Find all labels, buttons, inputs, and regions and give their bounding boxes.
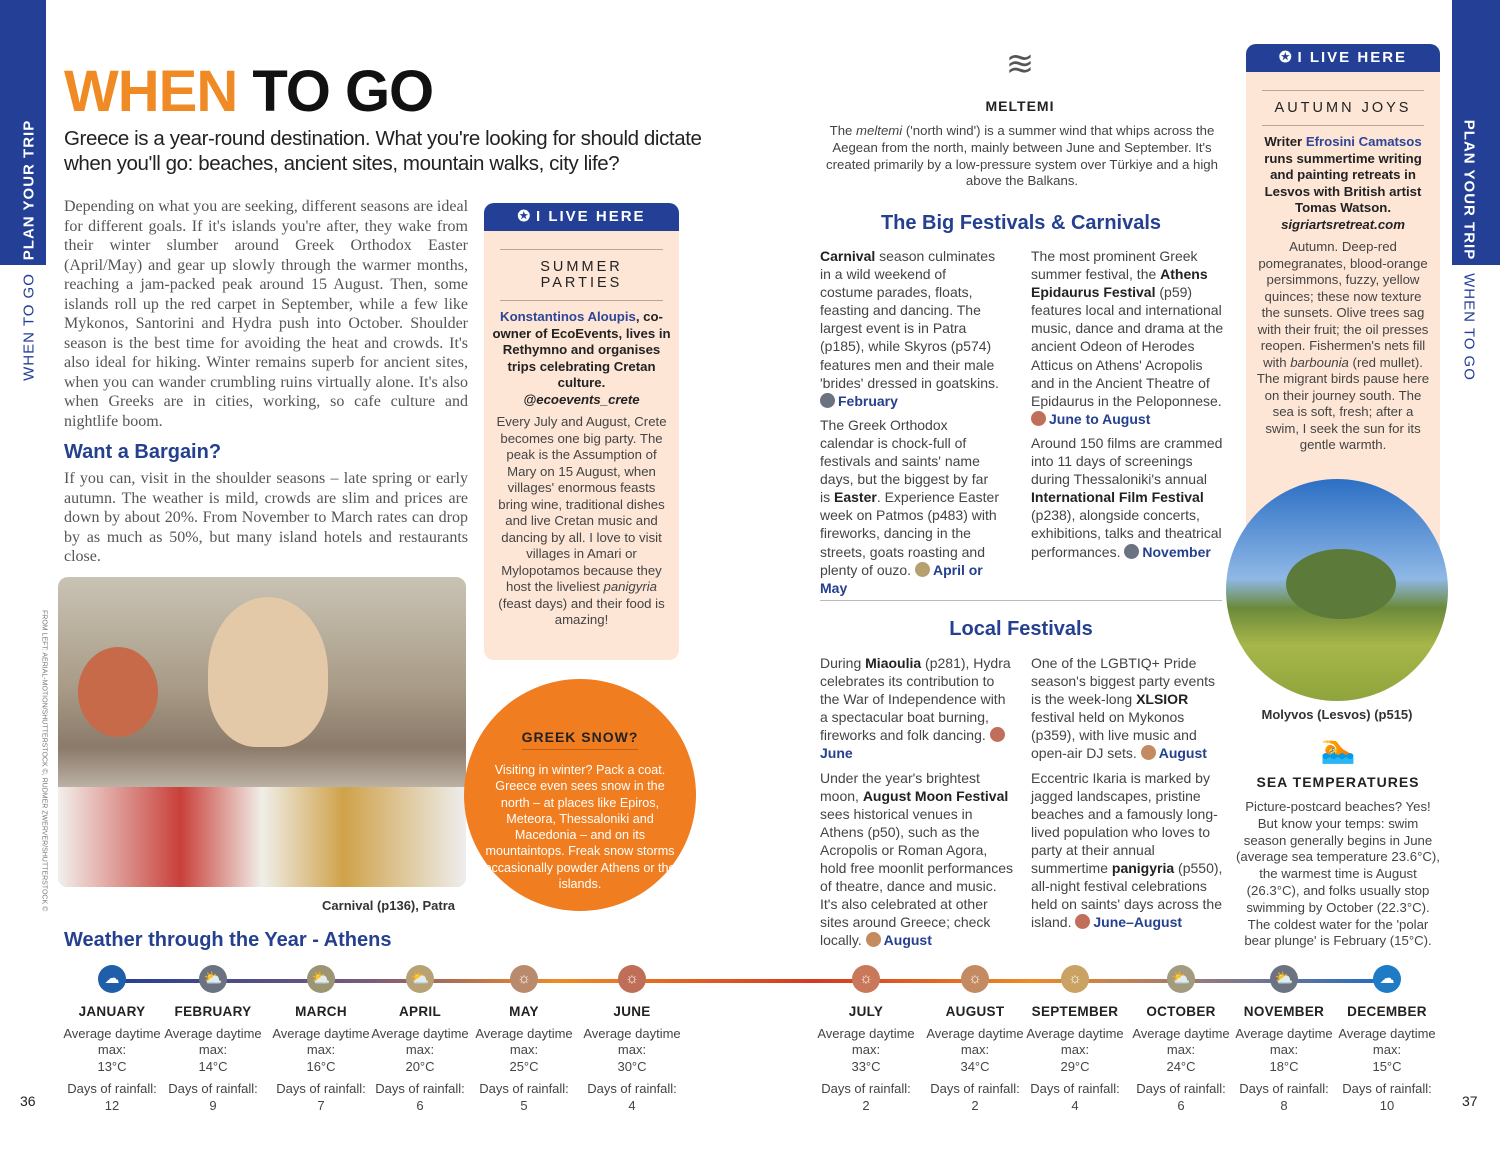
avg-temp: 33°C bbox=[851, 1058, 881, 1074]
weather-icon bbox=[1075, 914, 1090, 929]
rain-label: Days of rainfall: bbox=[375, 1081, 465, 1096]
sun-icon: ☼ bbox=[852, 965, 880, 993]
festival-name: Carnival bbox=[820, 248, 876, 264]
avg-label: Average daytime max: bbox=[164, 1025, 262, 1057]
month-april bbox=[365, 965, 475, 1114]
location-star-icon: ✪ bbox=[1278, 49, 1294, 66]
rain-days: 12 bbox=[104, 1097, 120, 1113]
month-name: APRIL bbox=[399, 1004, 441, 1019]
festival-text: Around 150 films are crammed into 11 days of screenings during Thessaloniki's annual bbox=[1031, 434, 1223, 488]
month-september bbox=[1020, 965, 1130, 1114]
cloud-icon: ☁ bbox=[98, 965, 126, 993]
sea-temperatures-text: Picture-postcard beaches? Yes! But know your temps: swim season generally begins in June (average sea temperature 23.6°C), the warmest time is August (26.3°C), and folks usually stop swimming by October (22.3°C). The coldest water for the 'polar bear plunge' is February (15°C). bbox=[1236, 799, 1440, 949]
page-number-left: 36 bbox=[20, 1093, 36, 1109]
box-title: SUMMER PARTIES bbox=[500, 249, 663, 301]
avg-label: Average daytime max: bbox=[272, 1025, 370, 1057]
molyvos-caption: Molyvos (Lesvos) (p515) bbox=[1261, 707, 1413, 722]
box-bio bbox=[484, 309, 679, 408]
festival-paragraph bbox=[820, 416, 1002, 597]
avg-label: Average daytime max: bbox=[926, 1025, 1024, 1057]
page-title bbox=[64, 58, 433, 125]
sun-icon: ☼ bbox=[618, 965, 646, 993]
festival-text: (p550), all-night festival celebrations held on saints' days across the island. bbox=[1031, 860, 1223, 931]
festival-paragraph bbox=[1031, 654, 1225, 763]
box-quote bbox=[484, 414, 679, 629]
avg-label: Average daytime max: bbox=[1235, 1025, 1333, 1057]
month-name: DECEMBER bbox=[1347, 1004, 1427, 1019]
wind-icon: ≋ bbox=[1005, 45, 1035, 83]
avg-label: Average daytime max: bbox=[1132, 1025, 1230, 1057]
avg-label: Average daytime max: bbox=[371, 1025, 469, 1057]
festival-paragraph bbox=[1031, 434, 1225, 561]
festival-name: Athens Epidaurus Festival bbox=[1031, 266, 1208, 301]
chapter-label-right: WHEN TO GO bbox=[1460, 273, 1478, 381]
bargain-text: If you can, visit in the shoulder seasons – late spring or early autumn. The weather is mild, crowds are slim and prices are down by about 20%. From November to March rates can drop by as much as 50%, but many island hotels and restaurants close. bbox=[64, 470, 468, 565]
page-subtitle: Greece is a year-round destination. What you're looking for should dictate when you'll go: beaches, ancient sites, mountain walks, city life? bbox=[64, 127, 702, 175]
divider bbox=[820, 600, 1222, 601]
festival-text: festival held on Mykonos (p359), with live music and open-air DJ sets. bbox=[1031, 709, 1197, 762]
festival-text: (p238), alongside concerts, exhibitions, talks and theatrical performances. bbox=[1031, 507, 1222, 560]
avg-temp: 30°C bbox=[617, 1058, 647, 1074]
photo-credit: FROM LEFT: AERIAL-MOTION/SHUTTERSTOCK ©, RUDMER ZWERVER/SHUTTERSTOCK © bbox=[40, 610, 48, 912]
rain-days: 2 bbox=[862, 1097, 870, 1113]
sun-icon: ☼ bbox=[961, 965, 989, 993]
rain-days: 8 bbox=[1280, 1097, 1288, 1113]
avg-temp: 15°C bbox=[1372, 1058, 1402, 1074]
month-august bbox=[920, 965, 1030, 1114]
meltemi-text bbox=[824, 123, 1220, 190]
avg-temp: 20°C bbox=[405, 1058, 435, 1074]
quote-em: panigyria bbox=[603, 579, 658, 594]
badge-label: I LIVE HERE bbox=[1297, 49, 1408, 66]
quote-em: barbounia bbox=[1290, 354, 1349, 370]
festival-name: International Film Festival bbox=[1031, 489, 1204, 506]
month-name: FEBRUARY bbox=[174, 1004, 252, 1019]
festival-name: August Moon Festival bbox=[862, 787, 1009, 804]
festival-paragraph bbox=[820, 769, 1014, 950]
month-name: AUGUST bbox=[945, 1004, 1005, 1019]
greek-snow-title: GREEK SNOW? bbox=[522, 729, 639, 750]
festival-text: Under the year's brightest moon, bbox=[820, 769, 980, 804]
sea-temperatures-title: SEA TEMPERATURES bbox=[1256, 774, 1420, 790]
olive-tree bbox=[1286, 549, 1396, 619]
festival-text: The Greek Orthodox calendar is chock-full of festivals and saints' name days, but the biggest by far is bbox=[820, 416, 989, 506]
rain-days: 10 bbox=[1379, 1097, 1395, 1113]
rain-label: Days of rainfall: bbox=[276, 1081, 366, 1096]
i-live-here-badge bbox=[1246, 44, 1440, 72]
month-october bbox=[1126, 965, 1236, 1114]
month-name: MAY bbox=[509, 1004, 539, 1019]
rain-days: 2 bbox=[971, 1097, 979, 1113]
author-website: sigriartsretreat.com bbox=[1281, 216, 1405, 232]
author-name: Konstantinos Aloupis bbox=[500, 309, 636, 324]
month-name: JULY bbox=[848, 1004, 884, 1019]
meltemi-text-part: The bbox=[829, 123, 857, 138]
quote-text: (feast days) and their food is amazing! bbox=[498, 595, 665, 627]
quote-text: Autumn. Deep-red pomegranates, blood-orange persimmons, fuzzy, yellow quinces; these now texture the sunsets. Olive trees sag with their fruit; the oil presses reopen. Fishermen's nets fill with bbox=[1257, 239, 1429, 370]
local-festivals-col1 bbox=[820, 654, 1014, 956]
bargain-heading: Want a Bargain? bbox=[64, 441, 222, 463]
festival-text: . Experience Easter week on Patmos (p483) with fireworks, dancing in the streets, goats roasting and plenty of ouzo. bbox=[820, 489, 999, 578]
avg-label: Average daytime max: bbox=[583, 1025, 681, 1057]
box-title: AUTUMN JOYS bbox=[1262, 90, 1424, 126]
intro-text: Depending on what you are seeking, different seasons are ideal for different goals. If it's islands you're after, they wake from their winter slumber around Greek Orthodox Easter (April/May) and gear up slowly through the warmer months, reaching a jam-packed peak around 15 August. Then, some islands roll up the red carpet in September, while a few like Mykonos, Santorini and Hydra push into October. Shoulder season is the best time for avoiding the heat and crowds. It's also ideal for hiking. Winter remains superb for ancient sites, when you can wander crumbling ruins virtually alone. It's also when Greeks are in cities, working, so cafe culture and nightlife boom. bbox=[64, 198, 469, 430]
meltemi-text-part: ('north wind') is a summer wind that whips across the Aegean from the north, mainly between June and September. It's created primarily by a low-pressure system over Türkiye and a high above the Balkans. bbox=[826, 123, 1218, 189]
avg-temp: 16°C bbox=[306, 1058, 336, 1074]
rain-days: 6 bbox=[416, 1097, 424, 1113]
i-live-here-summer bbox=[484, 203, 679, 660]
local-festivals-col2 bbox=[1031, 654, 1225, 937]
title-rest: TO GO bbox=[252, 59, 434, 124]
rain-label: Days of rainfall: bbox=[67, 1081, 157, 1096]
sun-cloud-icon: ⛅ bbox=[307, 965, 335, 993]
festival-date: April or May bbox=[820, 561, 983, 596]
month-may bbox=[469, 965, 579, 1114]
festival-date: June–August bbox=[1093, 914, 1183, 931]
month-name: JANUARY bbox=[78, 1004, 146, 1019]
festival-date: June bbox=[820, 745, 853, 762]
weather-icon bbox=[915, 562, 930, 577]
rain-days: 5 bbox=[520, 1097, 528, 1113]
month-name: SEPTEMBER bbox=[1031, 1004, 1119, 1019]
title-accent: WHEN bbox=[64, 59, 238, 124]
avg-temp: 13°C bbox=[97, 1058, 127, 1074]
author-handle: @ecoevents_crete bbox=[523, 391, 640, 407]
box-quote bbox=[1246, 239, 1440, 454]
weather-icon bbox=[1031, 411, 1046, 426]
swimmer-icon: 🏊 bbox=[1320, 733, 1356, 764]
month-name: MARCH bbox=[295, 1004, 347, 1019]
avg-temp: 34°C bbox=[960, 1058, 990, 1074]
festival-paragraph bbox=[820, 247, 1002, 410]
weather-icon bbox=[1124, 544, 1139, 559]
box-bio bbox=[1246, 134, 1440, 233]
sun-cloud-icon: ⛅ bbox=[1270, 965, 1298, 993]
author-name: Efrosini Camatsos bbox=[1305, 134, 1422, 149]
festival-paragraph bbox=[820, 654, 1014, 763]
avg-temp: 25°C bbox=[509, 1058, 539, 1074]
rain-label: Days of rainfall: bbox=[1342, 1081, 1432, 1096]
i-live-here-badge bbox=[484, 203, 679, 231]
crowd bbox=[58, 787, 466, 887]
festival-name: Miaoulia bbox=[865, 655, 922, 671]
festival-text: sees historical venues in Athens (p50), such as the Acropolis or Roman Agora, hold free moonlit performances of theatre, dance and music. It's also celebrated at other sites around Greece; check locally. bbox=[820, 805, 1013, 949]
cloud-icon: ☁ bbox=[1373, 965, 1401, 993]
month-february bbox=[158, 965, 268, 1114]
bio-text: Writer bbox=[1264, 134, 1306, 149]
month-name: NOVEMBER bbox=[1243, 1004, 1325, 1019]
avg-temp: 14°C bbox=[198, 1058, 228, 1074]
sun-icon: ☼ bbox=[1061, 965, 1089, 993]
avg-label: Average daytime max: bbox=[475, 1025, 573, 1057]
month-july bbox=[811, 965, 921, 1114]
rain-label: Days of rainfall: bbox=[168, 1081, 258, 1096]
avg-label: Average daytime max: bbox=[1026, 1025, 1124, 1057]
festival-text: Eccentric Ikaria is marked by jagged landscapes, pristine beaches and a famously long-lived population who loves to party at their annual summertime bbox=[1031, 769, 1218, 877]
carnival-photo bbox=[58, 577, 466, 887]
molyvos-photo bbox=[1226, 479, 1448, 701]
section-label-left: PLAN YOUR TRIP bbox=[20, 119, 38, 261]
month-december bbox=[1332, 965, 1442, 1114]
weather-icon bbox=[1141, 745, 1156, 760]
weather-icon bbox=[990, 727, 1005, 742]
festival-date: August bbox=[1158, 745, 1207, 762]
local-festivals-heading: Local Festivals bbox=[949, 618, 1093, 640]
festival-date: November bbox=[1142, 543, 1211, 560]
float-figure bbox=[208, 597, 328, 747]
festival-name: Easter bbox=[834, 489, 877, 506]
festival-text: The most prominent Greek summer festival, the bbox=[1031, 248, 1198, 283]
festival-text: (p281), Hydra celebrates its contribution to the War of Independence with a spectacular boat burning, fireworks and folk dancing. bbox=[820, 655, 1011, 744]
meltemi-em: meltemi bbox=[856, 123, 903, 138]
bio-text: , co-owner of EcoEvents, lives in Rethymno and organises trips celebrating Cretan culture. bbox=[492, 309, 671, 390]
quote-text: Every July and August, Crete becomes one big party. The peak is the Assumption of Mary on 15 August, when villages' enormous feasts bring wine, traditional dishes and live Cretan music and dancing by all. I love to visit villages in Amari or Mylopotamos because they host the liveliest bbox=[496, 414, 667, 594]
rain-days: 4 bbox=[1071, 1097, 1079, 1113]
greek-snow-text: Visiting in winter? Pack a coat. Greece even sees snow in the north – at places like Epiros, Meteora, Thessaloniki and Macedonia – and on its mountaintops. Freak snow storms occasionally powder Athens or the islands. bbox=[484, 763, 676, 892]
sun-cloud-icon: ⛅ bbox=[406, 965, 434, 993]
weather-icon bbox=[820, 393, 835, 408]
avg-label: Average daytime max: bbox=[817, 1025, 915, 1057]
avg-label: Average daytime max: bbox=[1338, 1025, 1436, 1057]
avg-temp: 18°C bbox=[1269, 1058, 1299, 1074]
rain-days: 7 bbox=[317, 1097, 325, 1113]
float-figure bbox=[78, 647, 158, 737]
sun-icon: ☼ bbox=[510, 965, 538, 993]
festival-text: season culminates in a wild weekend of costume parades, floats, feasting and dancing. The largest event is in Patra (p185), while Skyros (p574) features men and their male 'brides' dressed in goatskins. bbox=[820, 248, 999, 391]
month-march bbox=[266, 965, 376, 1114]
avg-label: Average daytime max: bbox=[63, 1025, 161, 1057]
festival-date: February bbox=[838, 392, 898, 409]
page-number-right: 37 bbox=[1462, 1093, 1478, 1109]
photo-caption: Carnival (p136), Patra bbox=[322, 898, 455, 913]
badge-label: I LIVE HERE bbox=[536, 208, 646, 225]
rain-label: Days of rainfall: bbox=[479, 1081, 569, 1096]
big-festivals-heading: The Big Festivals & Carnivals bbox=[880, 212, 1162, 234]
weather-icon bbox=[866, 932, 881, 947]
month-january bbox=[57, 965, 167, 1114]
rain-days: 4 bbox=[628, 1097, 636, 1113]
festival-date: August bbox=[883, 932, 932, 949]
weather-heading: Weather through the Year - Athens bbox=[64, 929, 392, 951]
rain-label: Days of rainfall: bbox=[930, 1081, 1020, 1096]
quote-text: (red mullet). The migrant birds pause here on their journey south. The sea is soft, fresh; after a swim, I seek the sun for its gentle warmth. bbox=[1256, 354, 1430, 452]
rain-label: Days of rainfall: bbox=[1239, 1081, 1329, 1096]
month-june bbox=[577, 965, 687, 1114]
avg-temp: 29°C bbox=[1060, 1058, 1090, 1074]
rain-label: Days of rainfall: bbox=[1136, 1081, 1226, 1096]
greek-snow-circle bbox=[464, 679, 696, 911]
rain-label: Days of rainfall: bbox=[587, 1081, 677, 1096]
festival-date: June to August bbox=[1049, 410, 1151, 427]
big-festivals-col1 bbox=[820, 247, 1002, 603]
rain-days: 6 bbox=[1177, 1097, 1185, 1113]
festival-paragraph bbox=[1031, 247, 1225, 428]
section-label-right: PLAN YOUR TRIP bbox=[1460, 119, 1478, 261]
festival-name: panigyria bbox=[1111, 860, 1175, 877]
festival-text: One of the LGBTIQ+ Pride season's biggest party events is the week-long bbox=[1031, 655, 1216, 708]
sun-cloud-icon: ⛅ bbox=[199, 965, 227, 993]
month-name: OCTOBER bbox=[1146, 1004, 1216, 1019]
location-star-icon: ✪ bbox=[517, 208, 533, 225]
festival-text: (p59) features local and international music, dance and drama at the ancient Odeon of Herodes Atticus on Athens' Acropolis and in the Ancient Theatre of Epidaurus in the Peloponnese. bbox=[1031, 284, 1224, 409]
avg-temp: 24°C bbox=[1166, 1058, 1196, 1074]
festival-text: During bbox=[820, 655, 866, 671]
big-festivals-col2 bbox=[1031, 247, 1225, 567]
festival-paragraph bbox=[1031, 769, 1225, 932]
month-november bbox=[1229, 965, 1339, 1114]
rain-label: Days of rainfall: bbox=[821, 1081, 911, 1096]
rain-label: Days of rainfall: bbox=[1030, 1081, 1120, 1096]
rain-days: 9 bbox=[209, 1097, 217, 1113]
bio-text: runs summertime writing and painting retreats in Lesvos with British artist Tomas Watson. bbox=[1264, 150, 1422, 215]
month-name: JUNE bbox=[613, 1004, 651, 1019]
chapter-label-left: WHEN TO GO bbox=[20, 273, 38, 381]
sun-cloud-icon: ⛅ bbox=[1167, 965, 1195, 993]
festival-name: XLSIOR bbox=[1136, 691, 1189, 708]
meltemi-title: MELTEMI bbox=[985, 98, 1055, 114]
